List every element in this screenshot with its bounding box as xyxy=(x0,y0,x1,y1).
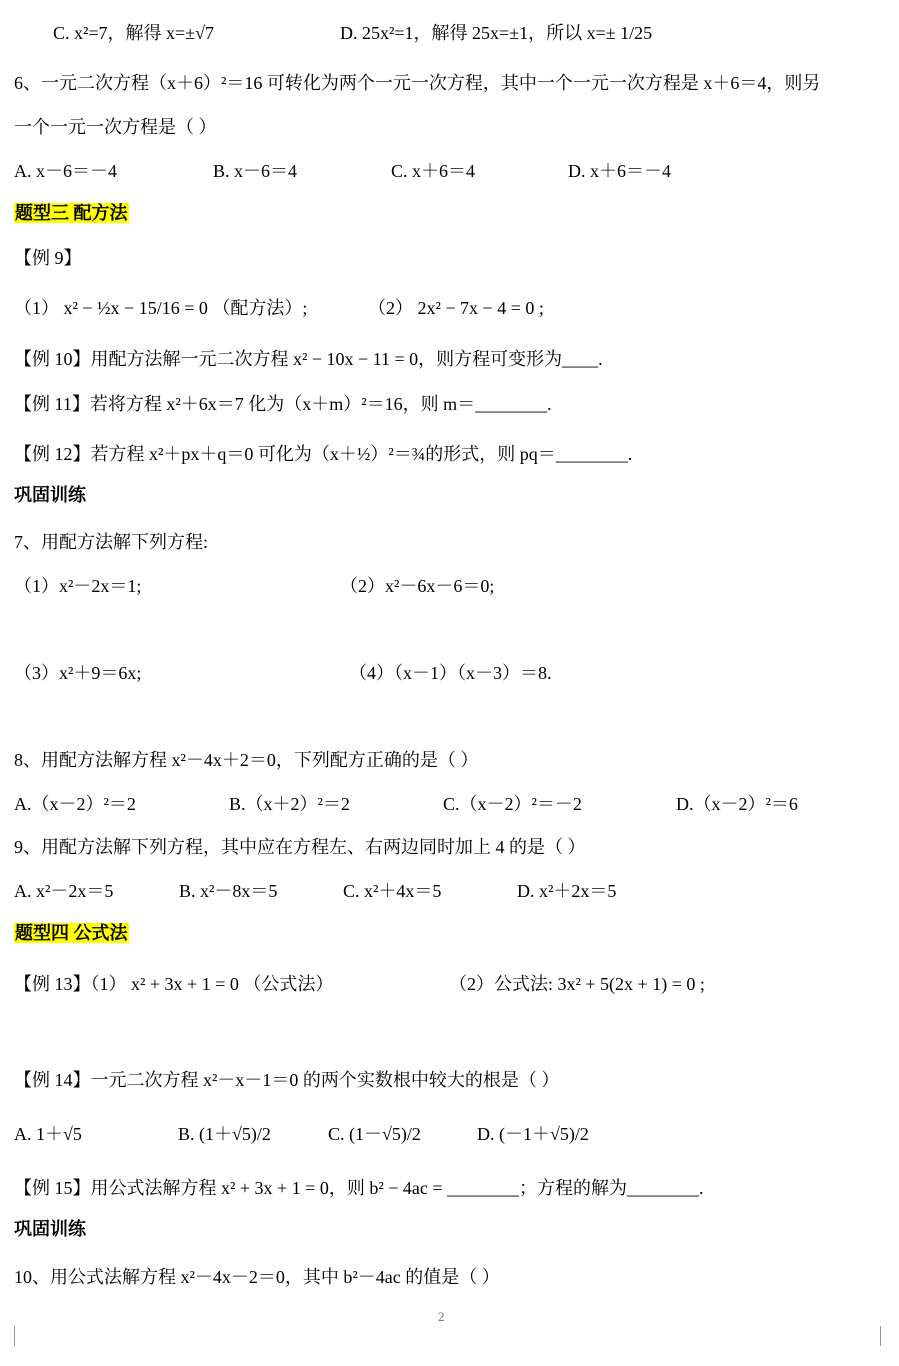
ex14-option-c: C. (1－√5)/2 xyxy=(328,1124,421,1144)
q8-option-b: B.（x＋2）²＝2 xyxy=(229,794,350,814)
example-9-part1: （1） x² − ½x − 15/16 = 0 （配方法）; xyxy=(14,298,308,318)
section-heading-4: 题型四 公式法 xyxy=(15,923,128,943)
q6-option-a: A. x－6＝－4 xyxy=(14,161,117,181)
q6-option-c: C. x＋6＝4 xyxy=(391,161,476,181)
example-13-part2: （2）公式法: 3x² + 5(2x + 1) = 0 ; xyxy=(449,974,705,994)
q8-option-c: C.（x－2）²＝－2 xyxy=(443,794,582,814)
q7-part4: （4）（x－1）（x－3）＝8. xyxy=(349,663,552,683)
option-d-top: D. 25x²=1，解得 25x=±1，所以 x=± 1/25 xyxy=(340,23,653,43)
question-10: 10、用公式法解方程 x²－4x－2＝0，其中 b²－4ac 的值是（ ） xyxy=(14,1267,500,1287)
question-9-title: 9、用配方法解下列方程，其中应在方程左、右两边同时加上 4 的是（ ） xyxy=(14,837,586,857)
consolidation-heading-1: 巩固训练 xyxy=(14,485,86,505)
q8-option-d: D.（x－2）²＝6 xyxy=(676,794,798,814)
example-10: 【例 10】用配方法解一元二次方程 x² − 10x − 11 = 0，则方程可变形为____. xyxy=(14,349,603,369)
option-c-top: C. x²=7，解得 x=±√7 xyxy=(53,23,214,43)
page-number: 2 xyxy=(438,1309,445,1324)
q8-option-a: A.（x－2）²＝2 xyxy=(14,794,136,814)
ex14-option-a: A. 1＋√5 xyxy=(14,1124,82,1144)
ex14-option-b: B. (1＋√5)/2 xyxy=(178,1124,271,1144)
right-crop-mark xyxy=(880,1326,881,1346)
example-9-part2: （2） 2x² − 7x − 4 = 0 ; xyxy=(368,298,544,318)
left-crop-mark xyxy=(14,1326,15,1346)
example-15: 【例 15】用公式法解方程 x² + 3x + 1 = 0，则 b² − 4ac = ________；方程的解为________. xyxy=(14,1178,704,1198)
question-7-title: 7、用配方法解下列方程: xyxy=(14,532,208,552)
q6-option-b: B. x－6＝4 xyxy=(213,161,298,181)
q7-part1: （1）x²－2x＝1; xyxy=(14,576,142,596)
q7-part3: （3）x²＋9＝6x; xyxy=(14,663,142,683)
q6-option-d: D. x＋6＝－4 xyxy=(568,161,671,181)
question-6-line2: 一个一元一次方程是（ ） xyxy=(14,117,217,137)
q9-option-d: D. x²＋2x＝5 xyxy=(517,881,617,901)
ex14-option-d: D. (－1＋√5)/2 xyxy=(477,1124,589,1144)
section-heading-3: 题型三 配方法 xyxy=(15,203,128,223)
example-12: 【例 12】若方程 x²＋px＋q＝0 可化为（x＋½）²＝¾的形式，则 pq＝________. xyxy=(14,444,633,464)
example-11: 【例 11】若将方程 x²＋6x＝7 化为（x＋m）²＝16，则 m＝________. xyxy=(14,394,552,414)
consolidation-heading-2: 巩固训练 xyxy=(14,1219,86,1239)
q7-part2: （2）x²－6x－6＝0; xyxy=(340,576,495,596)
q9-option-a: A. x²－2x＝5 xyxy=(14,881,114,901)
question-8-title: 8、用配方法解方程 x²－4x＋2＝0，下列配方正确的是（ ） xyxy=(14,750,479,770)
example-9-label: 【例 9】 xyxy=(14,248,82,268)
question-6-line1: 6、一元二次方程（x＋6）²＝16 可转化为两个一元一次方程，其中一个一元一次方程是 x＋6＝4，则另 xyxy=(14,73,821,93)
q9-option-b: B. x²－8x＝5 xyxy=(179,881,278,901)
example-13-part1: 【例 13】（1） x² + 3x + 1 = 0 （公式法） xyxy=(14,974,334,994)
q9-option-c: C. x²＋4x＝5 xyxy=(343,881,442,901)
example-14-title: 【例 14】一元二次方程 x²－x－1＝0 的两个实数根中较大的根是（ ） xyxy=(14,1070,560,1090)
